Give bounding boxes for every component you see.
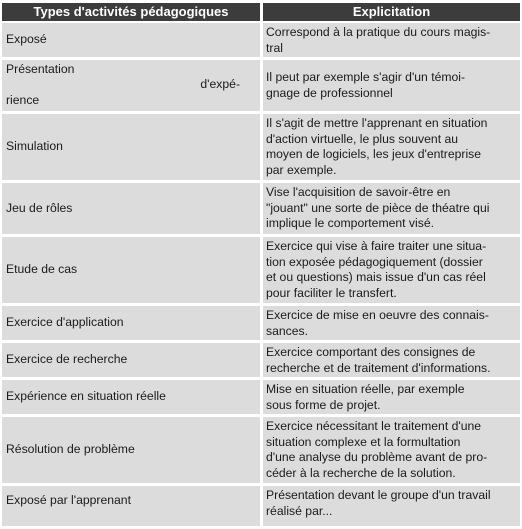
activity-type-label: Résolution de problème — [6, 442, 135, 457]
activity-type — [2, 114, 260, 180]
table-row — [2, 417, 520, 483]
explanation-line: recherche et de traitement d'informations. — [266, 360, 491, 375]
table-row — [2, 237, 520, 303]
header-types: Types d'activités pédagogiques — [2, 3, 260, 21]
explanation-line: sous forme de projet. — [266, 397, 381, 412]
activity-type-label: Présentation — [6, 62, 75, 76]
explanation-line: Mise en situation réelle, par exemple — [266, 382, 465, 396]
activity-type — [2, 417, 260, 483]
activity-type-label: Exposé — [6, 32, 47, 47]
table-header — [2, 3, 520, 21]
table-row — [2, 183, 520, 234]
activity-type-label: Simulation — [6, 139, 63, 154]
activity-type-label: Jeu de rôles — [6, 200, 73, 215]
activity-type-label: Etude de cas — [6, 262, 78, 277]
activity-explanation — [263, 23, 520, 57]
activity-explanation — [263, 417, 520, 483]
activity-explanation — [263, 486, 520, 526]
table-row — [2, 343, 520, 377]
activity-explanation — [263, 183, 520, 234]
activity-explanation — [263, 306, 520, 340]
activity-type — [2, 60, 260, 111]
activity-explanation — [263, 380, 520, 414]
explanation-line: moyen de logiciels, les jeux d'entreprise — [266, 147, 482, 162]
explanation-line: pour faciliter le transfert. — [266, 286, 397, 301]
activity-explanation — [263, 343, 520, 377]
explanation-line: tral — [266, 40, 283, 55]
activity-type-label: Exercice de recherche — [6, 352, 128, 367]
activity-type-label: Exercice d'application — [6, 315, 124, 330]
explanation-line: gnage de professionnel — [266, 85, 393, 100]
activity-type — [2, 486, 260, 526]
activity-type-label: rience — [6, 93, 40, 107]
activity-type — [2, 343, 260, 377]
table-row — [2, 23, 520, 57]
explanation-line: Il peut par exemple s'agir d'un témoi- — [266, 70, 466, 84]
activity-type-label: Exposé par l'apprenant — [6, 493, 131, 507]
explanation-line: Exercice comportant des consignes de — [266, 345, 476, 359]
explanation-line: Présentation devant le groupe d'un travail — [266, 488, 491, 502]
explanation-line: tion exposée pédagogiquement (dossier — [266, 254, 483, 269]
activity-type — [2, 23, 260, 57]
explanation-line: Exercice de mise en oeuvre des connais- — [266, 308, 489, 322]
explanation-line: et ou questions) mais issue d'un cas réel — [266, 270, 486, 285]
explanation-line: Il s'agit de mettre l'apprenant en situation — [266, 116, 488, 130]
explanation-line: Correspond à la pratique du cours magis- — [266, 25, 491, 39]
header-explicitation: Explicitation — [263, 3, 520, 21]
table-row — [2, 306, 520, 340]
activity-type — [2, 183, 260, 234]
explanation-line: implique le comportement visé. — [266, 216, 434, 231]
activity-explanation — [263, 237, 520, 303]
explanation-line: sances. — [266, 323, 309, 338]
explanation-line: Exercice qui vise à faire traiter une situa- — [266, 239, 487, 253]
explanation-line: d'une analyse du problème avant de pro- — [266, 450, 488, 465]
explanation-line: "jouant" une sorte de pièce de théatre qui — [266, 200, 490, 215]
activity-type — [2, 306, 260, 340]
table-row — [2, 114, 520, 180]
activity-explanation — [263, 114, 520, 180]
activity-type — [2, 237, 260, 303]
table-row — [2, 60, 520, 111]
table-row — [2, 486, 520, 526]
explanation-line: réalisé par... — [266, 503, 333, 518]
explanation-line: par exemple. — [266, 163, 337, 178]
explanation-line: Exercice nécessitant le traitement d'une — [266, 419, 482, 433]
table-row — [2, 380, 520, 414]
activity-type-label: Expérience en situation réelle — [6, 389, 166, 404]
activity-type-label: d'expé- — [200, 77, 240, 91]
activity-explanation — [263, 60, 520, 111]
activities-table — [2, 3, 520, 529]
explanation-line: situation complexe et la formultation — [266, 434, 461, 449]
explanation-line: d'action virtuelle, le plus souvent au — [266, 131, 459, 146]
activity-type — [2, 380, 260, 414]
explanation-line: Vise l'acquisition de savoir-être en — [266, 185, 451, 199]
explanation-line: céder à la recherche de la solution. — [266, 466, 456, 481]
